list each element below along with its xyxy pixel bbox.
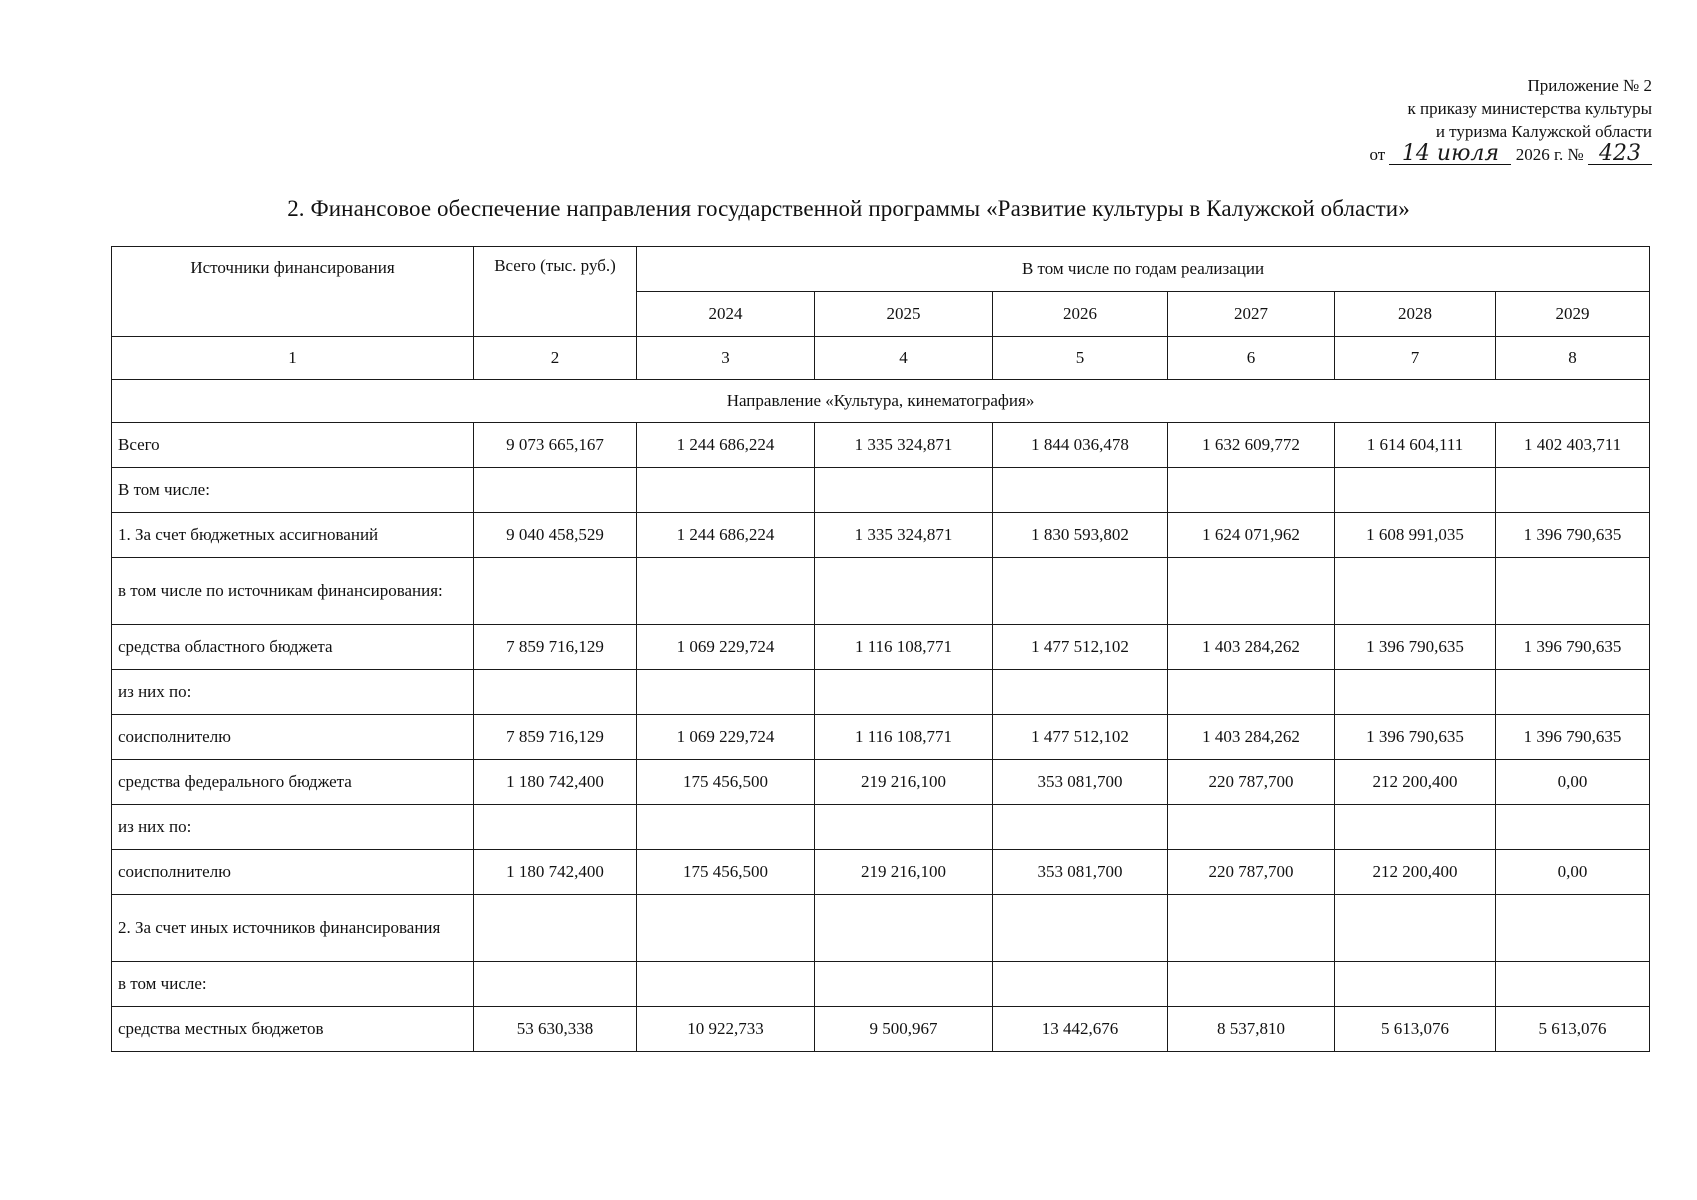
row-value [993,962,1168,1007]
appendix-line-1: Приложение № 2 [1527,76,1652,95]
row-value: 1 477 512,102 [993,625,1168,670]
row-value: 1 396 790,635 [1335,625,1496,670]
row-label: в том числе по источникам финансирования: [112,558,474,625]
row-value: 175 456,500 [637,760,815,805]
row-value: 1 396 790,635 [1496,625,1650,670]
row-value: 7 859 716,129 [474,625,637,670]
row-value: 8 537,810 [1168,1007,1335,1052]
table-row [112,895,1650,962]
row-value: 7 859 716,129 [474,715,637,760]
header-year: 2027 [1168,292,1335,337]
date-prefix: от [1369,145,1386,164]
table-row [112,625,1650,670]
row-value [1335,962,1496,1007]
row-value [474,805,637,850]
row-value: 353 081,700 [993,850,1168,895]
column-number: 3 [637,337,815,380]
column-number-row [112,337,1650,380]
column-number: 8 [1496,337,1650,380]
row-value [815,468,993,513]
row-label: соисполнителю [112,715,474,760]
financing-table [111,246,1650,1052]
row-value [815,895,993,962]
header-sources: Источники финансирования [112,247,474,337]
handwritten-order-number: 423 [1588,144,1652,165]
row-value [815,962,993,1007]
row-label: 1. За счет бюджетных ассигнований [112,513,474,558]
row-value: 5 613,076 [1496,1007,1650,1052]
row-value [637,895,815,962]
row-value: 9 040 458,529 [474,513,637,558]
row-value [1168,670,1335,715]
row-value: 0,00 [1496,850,1650,895]
row-label: Всего [112,423,474,468]
row-value: 53 630,338 [474,1007,637,1052]
row-value: 1 244 686,224 [637,423,815,468]
row-value: 1 844 036,478 [993,423,1168,468]
row-value [993,895,1168,962]
header-year: 2024 [637,292,815,337]
row-value [1168,895,1335,962]
row-value [1496,805,1650,850]
table-row [112,805,1650,850]
row-value [993,558,1168,625]
row-value: 1 180 742,400 [474,760,637,805]
row-value [1335,468,1496,513]
column-number: 6 [1168,337,1335,380]
row-value [474,962,637,1007]
row-value: 1 830 593,802 [993,513,1168,558]
row-value: 9 073 665,167 [474,423,637,468]
row-value [993,805,1168,850]
row-value: 10 922,733 [637,1007,815,1052]
row-value [637,558,815,625]
row-value: 1 244 686,224 [637,513,815,558]
row-value [1168,468,1335,513]
appendix-line-3: и туризма Калужской области [1435,122,1652,141]
row-value: 220 787,700 [1168,850,1335,895]
row-value: 353 081,700 [993,760,1168,805]
row-label: В том числе: [112,468,474,513]
row-value: 13 442,676 [993,1007,1168,1052]
table-row [112,670,1650,715]
row-value [1335,670,1496,715]
row-value [815,805,993,850]
row-value [637,468,815,513]
date-suffix: 2026 г. № [1515,145,1584,164]
header-year: 2029 [1496,292,1650,337]
row-label: средства федерального бюджета [112,760,474,805]
header-year: 2026 [993,292,1168,337]
table-row [112,850,1650,895]
table-row [112,468,1650,513]
table-row [112,715,1650,760]
column-number: 5 [993,337,1168,380]
row-value [637,670,815,715]
row-value [1496,558,1650,625]
row-value [474,468,637,513]
table-row [112,558,1650,625]
header-year: 2028 [1335,292,1496,337]
row-value: 9 500,967 [815,1007,993,1052]
row-value: 1 069 229,724 [637,715,815,760]
column-number: 4 [815,337,993,380]
header-year: 2025 [815,292,993,337]
row-label: средства областного бюджета [112,625,474,670]
row-value: 175 456,500 [637,850,815,895]
row-value [1496,895,1650,962]
row-label: соисполнителю [112,850,474,895]
row-value [815,670,993,715]
handwritten-date: 14 июля [1389,144,1511,165]
row-label: в том числе: [112,962,474,1007]
header-total: Всего (тыс. руб.) [474,247,637,337]
header-row [112,247,1650,292]
table-row [112,423,1650,468]
row-value [1496,962,1650,1007]
row-value [637,805,815,850]
row-value: 219 216,100 [815,850,993,895]
table-row [112,760,1650,805]
row-value: 220 787,700 [1168,760,1335,805]
row-value: 5 613,076 [1335,1007,1496,1052]
row-value [637,962,815,1007]
section-row [112,380,1650,423]
row-value: 1 614 604,111 [1335,423,1496,468]
row-value [1335,558,1496,625]
row-value: 212 200,400 [1335,760,1496,805]
document-title: 2. Финансовое обеспечение направления государственной программы «Развитие культуры в Калужской области» [287,196,1410,221]
row-value: 219 216,100 [815,760,993,805]
row-value [993,670,1168,715]
row-label: из них по: [112,670,474,715]
row-value [1496,670,1650,715]
row-value: 1 335 324,871 [815,513,993,558]
row-value: 1 632 609,772 [1168,423,1335,468]
row-value: 1 477 512,102 [993,715,1168,760]
header-by-years: В том числе по годам реализации [637,247,1650,292]
row-label: 2. За счет иных источников финансирования [112,895,474,962]
row-value [474,670,637,715]
table-row [112,962,1650,1007]
row-value [1335,805,1496,850]
row-value [474,895,637,962]
row-value: 0,00 [1496,760,1650,805]
row-value: 1 396 790,635 [1335,715,1496,760]
row-label: из них по: [112,805,474,850]
row-value: 1 608 991,035 [1335,513,1496,558]
row-value: 1 403 284,262 [1168,715,1335,760]
row-value: 1 069 229,724 [637,625,815,670]
row-value: 212 200,400 [1335,850,1496,895]
column-number: 2 [474,337,637,380]
row-value [815,558,993,625]
table-row [112,513,1650,558]
row-value [993,468,1168,513]
appendix-date-line [1370,143,1653,166]
row-value [474,558,637,625]
row-value: 1 180 742,400 [474,850,637,895]
column-number: 1 [112,337,474,380]
row-value: 1 396 790,635 [1496,715,1650,760]
row-value: 1 116 108,771 [815,625,993,670]
table-row [112,1007,1650,1052]
row-label: средства местных бюджетов [112,1007,474,1052]
row-value: 1 402 403,711 [1496,423,1650,468]
row-value: 1 116 108,771 [815,715,993,760]
row-value [1496,468,1650,513]
column-number: 7 [1335,337,1496,380]
appendix-block [1370,74,1653,166]
row-value: 1 403 284,262 [1168,625,1335,670]
row-value [1168,558,1335,625]
row-value [1168,805,1335,850]
row-value: 1 396 790,635 [1496,513,1650,558]
section-title: Направление «Культура, кинематография» [112,380,1650,423]
appendix-line-2: к приказу министерства культуры [1407,99,1652,118]
row-value: 1 335 324,871 [815,423,993,468]
row-value [1168,962,1335,1007]
row-value [1335,895,1496,962]
row-value: 1 624 071,962 [1168,513,1335,558]
